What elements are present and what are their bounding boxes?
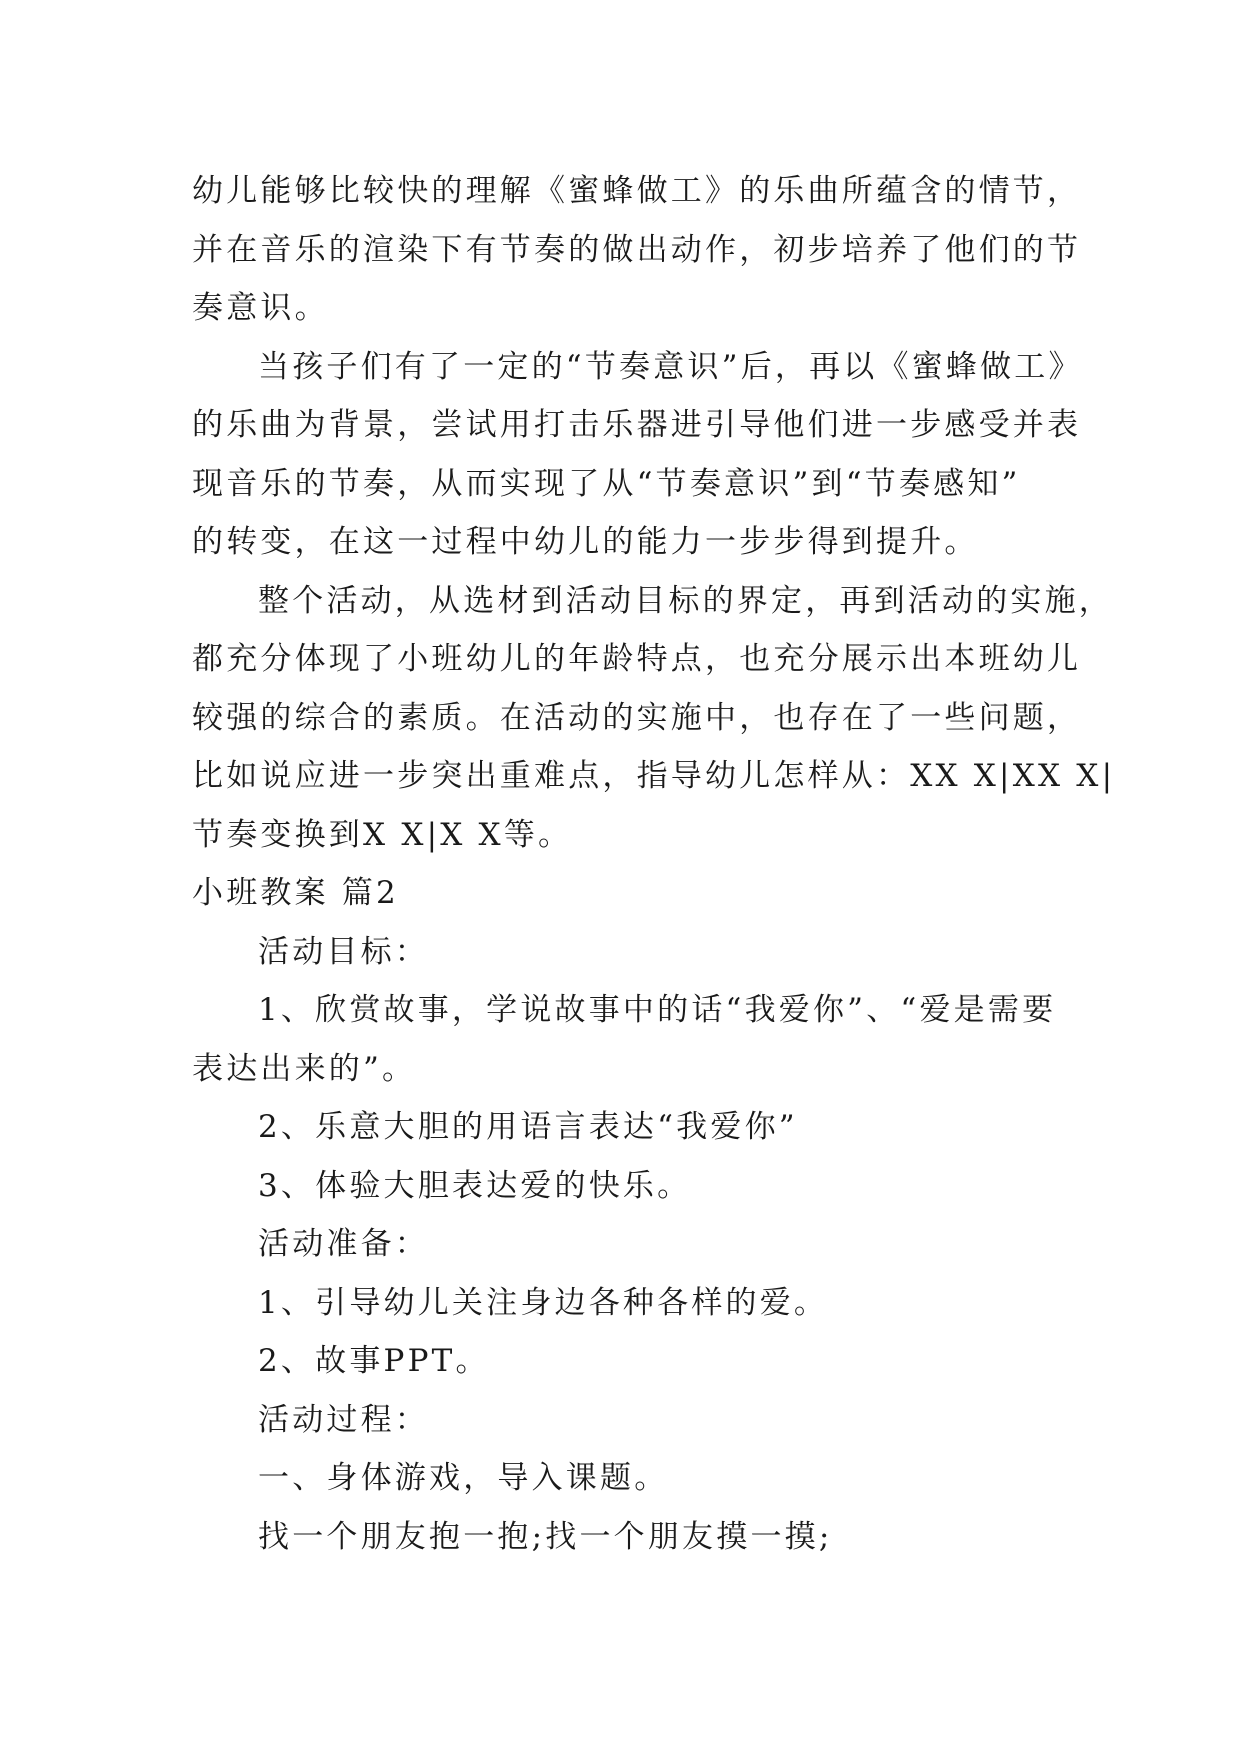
text-line: 奏意识。 <box>192 290 329 326</box>
text-line: 都充分体现了小班幼儿的年龄特点，也充分展示出本班幼儿 <box>192 641 1082 677</box>
text-line: 1、欣赏故事，学说故事中的话“我爱你”、“爱是需要 <box>258 992 1057 1028</box>
text-line: 一、身体游戏，导入课题。 <box>258 1460 669 1496</box>
text-line: 的乐曲为背景，尝试用打击乐器进引导他们进一步感受并表 <box>192 407 1082 443</box>
text-line: 1、引导幼儿关注身边各种各样的爱。 <box>258 1284 829 1321</box>
text-line: 比如说应进一步突出重难点，指导幼儿怎样从：XX X|XX X| <box>192 758 1116 794</box>
text-line: 表达出来的”。 <box>192 1050 417 1087</box>
text-line: 活动目标： <box>258 933 429 970</box>
section-heading: 小班教案 篇2 <box>192 875 399 911</box>
text-line: 现音乐的节奏，从而实现了从“节奏意识”到“节奏感知” <box>192 465 1021 502</box>
text-line: 2、乐意大胆的用语言表达“我爱你” <box>258 1109 798 1145</box>
text-line: 2、故事PPT。 <box>258 1343 490 1379</box>
text-line: 并在音乐的渲染下有节奏的做出动作，初步培养了他们的节 <box>192 231 1082 268</box>
text-line: 活动准备： <box>258 1226 429 1262</box>
text-line: 当孩子们有了一定的“节奏意识”后，再以《蜜蜂做工》 <box>258 348 1083 385</box>
text-line: 活动过程： <box>258 1401 429 1438</box>
text-line: 节奏变换到X X|X X等。 <box>192 816 573 853</box>
text-line: 较强的综合的素质。在活动的实施中，也存在了一些问题， <box>192 699 1082 736</box>
text-line: 找一个朋友抱一抱;找一个朋友摸一摸; <box>258 1518 833 1555</box>
document-body <box>192 162 1116 1566</box>
text-line: 的转变，在这一过程中幼儿的能力一步步得到提升。 <box>192 524 979 560</box>
text-line: 幼儿能够比较快的理解《蜜蜂做工》的乐曲所蕴含的情节， <box>192 173 1082 209</box>
text-line: 3、体验大胆表达爱的快乐。 <box>258 1167 692 1204</box>
text-line: 整个活动，从选材到活动目标的界定，再到活动的实施， <box>258 582 1113 619</box>
